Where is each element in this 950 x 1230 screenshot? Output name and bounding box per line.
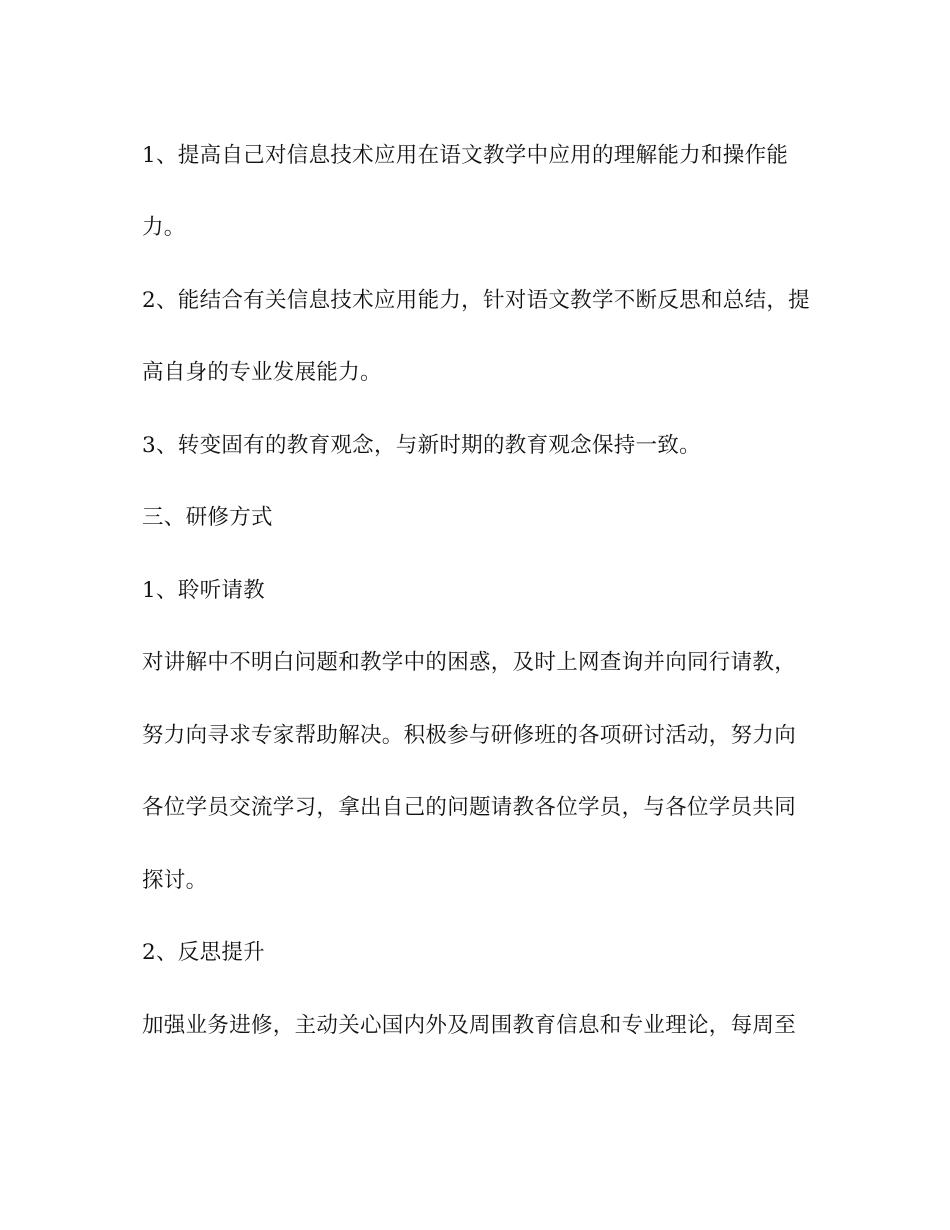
text-line: 对讲解中不明白问题和教学中的困惑，及时上网查询并向同行请教， xyxy=(142,650,797,675)
text-line: 2、能结合有关信息技术应用能力，针对语文教学不断反思和总结，提 xyxy=(142,288,810,313)
text-line: 3、转变固有的教育观念，与新时期的教育观念保持一致。 xyxy=(142,433,701,458)
text-line: 努力向寻求专家帮助解决。积极参与研修班的各项研讨活动，努力向 xyxy=(142,723,797,748)
text-line: 1、提高自己对信息技术应用在语文教学中应用的理解能力和操作能 xyxy=(142,143,789,168)
text-line: 高自身的专业发展能力。 xyxy=(142,360,382,385)
text-line: 各位学员交流学习，拿出自己的问题请教各位学员，与各位学员共同 xyxy=(142,795,797,820)
section-heading: 三、研修方式 xyxy=(142,505,273,530)
text-line: 加强业务进修，主动关心国内外及周围教育信息和专业理论，每周至 xyxy=(142,1013,797,1038)
subsection-heading: 2、反思提升 xyxy=(142,940,265,965)
text-line: 探讨。 xyxy=(142,868,208,893)
text-line: 力。 xyxy=(142,215,186,240)
subsection-heading: 1、聆听请教 xyxy=(142,578,265,603)
